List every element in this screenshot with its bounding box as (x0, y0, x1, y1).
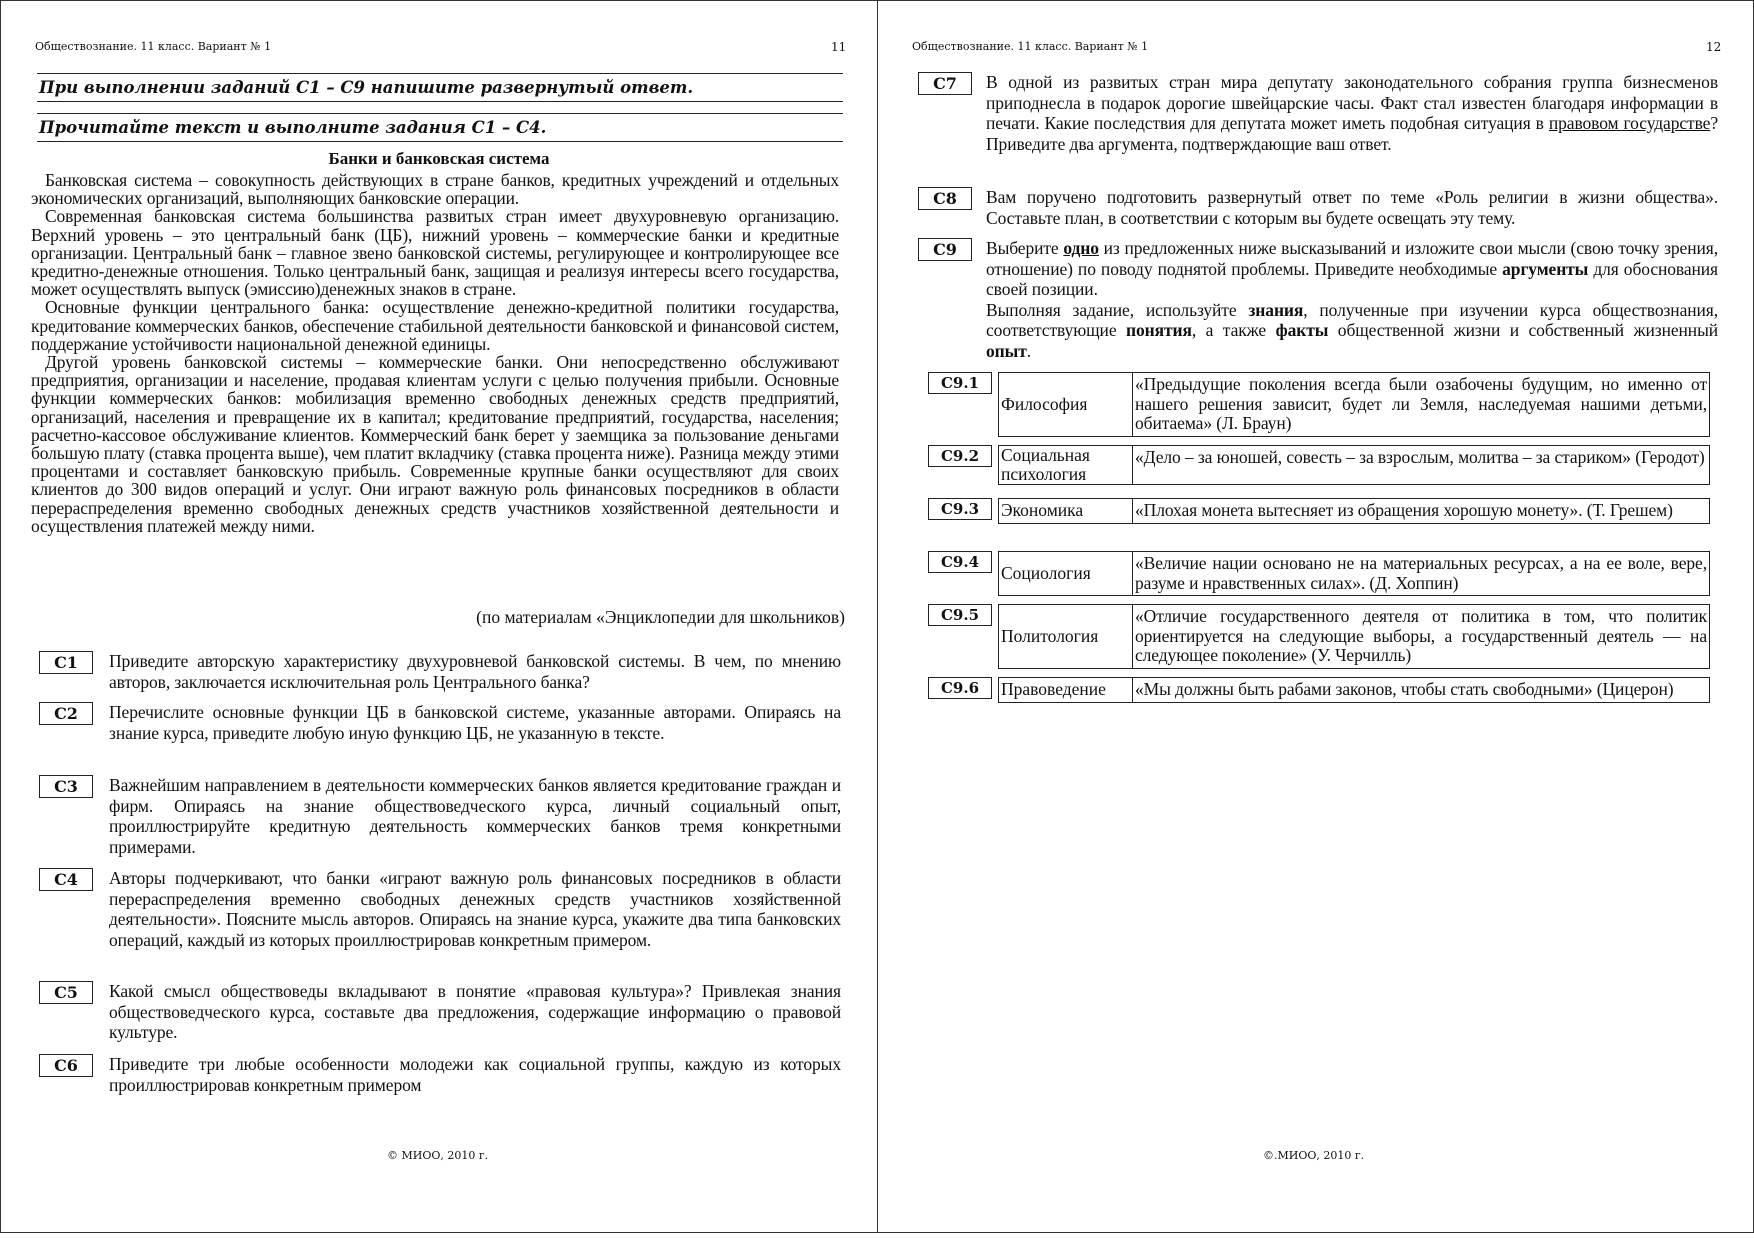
text-source: (по материалам «Энциклопедии для школьников) (476, 607, 845, 627)
c9-guidance: Выполняя задание, используйте знания, полученные при изучении курса обществознания, соответствующие понятия, а также факты общественной жизни и собственный жизненный опыт. (986, 299, 1718, 361)
task-c6 (39, 1054, 841, 1095)
c9-quote: «Величие нации основано не на материальных ресурсах, а на ее воле, вере, разуме и нравственных силах». (Д. Хоппин) (1135, 553, 1707, 593)
task-c4 (39, 868, 841, 950)
c9-topic: Правоведение (999, 678, 1133, 702)
page-footer: ©.МИОО, 2010 г. (1263, 1149, 1365, 1162)
c9-option-row (928, 677, 1716, 703)
page-header: Обществознание. 11 класс. Вариант № 1 (35, 40, 272, 53)
task-label: С4 (39, 868, 93, 891)
task-text: Авторы подчеркивают, что банки «играют важную роль финансовых посредников в области перераспределения временно свободных денежных средств участников хозяйственной деятельности». Поясните мысль авторов. Опираясь на знание курса, укажите два типа банковских операций, каждый из которых проиллюстрировав конкретным примером. (109, 868, 841, 950)
task-label: С7 (918, 72, 972, 95)
task-label: С1 (39, 651, 93, 674)
task-text: В одной из развитых стран мира депутату законодательного собрания группа бизнесменов приподнесла в подарок дорогие швейцарские часы. Факт стал известен благодаря информации в печати. Какие последствия для депутата может иметь подобная ситуация в правовом государстве? Приведите два аргумента, подтверждающие ваш ответ. (986, 72, 1718, 154)
reading-text (31, 171, 839, 535)
task-text: Приведите три любые особенности молодежи как социальной группы, каждую из которых проиллюстрировав конкретным примером (109, 1054, 841, 1095)
c9-topic: Экономика (999, 499, 1133, 523)
c9-option-cells (998, 604, 1710, 669)
paragraph: Другой уровень банковской системы – коммерческие банки. Они непосредственно обслуживают предприятия, организации и население, продавая клиентам услуги с целью получения прибыли. Основные функции коммерческих банков: мобилизация временно свободных денежных средств предприятий, организаций, населения и превращение их в капитал; кредитование предприятий, государства, населения; расчетно-кассовое обслуживание клиентов. Коммерческий банк берет у заемщика за пользование деньгами большую плату (ставка процента выше), чем платит вкладчику (ставка процента ниже). Разница между этими процентами и составляет банковскую прибыль. Современные крупные банки осуществляют для своих клиентов до 300 видов операций и услуг. Они играют важную роль финансовых посредников в области перераспределения временно свободных денежных средств участников хозяйственной деятельности и осуществления платежей между ними. (31, 352, 839, 536)
text-title: Банки и банковская система (328, 149, 550, 168)
c9-topic: Политология (999, 605, 1133, 668)
task-c2 (39, 702, 841, 743)
paragraph: Основные функции центрального банка: осуществление денежно-кредитной политики государства, кредитование коммерческих банков, обеспечение стабильной деятельности банковской и финансовой систем, поддержание устойчивости национальной денежной единицы. (31, 297, 839, 354)
c9-option-label: С9.2 (928, 445, 992, 467)
instruction-read: Прочитайте текст и выполните задания С1 – С4. (37, 113, 843, 142)
c9-topic: Социальная психология (999, 446, 1133, 484)
c9-quote: «Мы должны быть рабами законов, чтобы стать свободными» (Цицерон) (1135, 679, 1674, 699)
task-text: Вам поручено подготовить развернутый ответ по теме «Роль религии в жизни общества». Составьте план, в соответствии с которым вы будете освещать эту тему. (986, 187, 1718, 228)
c9-option-cells (998, 498, 1710, 524)
task-label: С6 (39, 1054, 93, 1077)
task-label: С5 (39, 981, 93, 1004)
c9-option-label: С9.3 (928, 498, 992, 520)
c9-option-cells (998, 445, 1710, 485)
task-text (986, 238, 1718, 362)
task-label: С8 (918, 187, 972, 210)
task-text: Приведите авторскую характеристику двухуровневой банковской системы. В чем, по мнению авторов, заключается исключительная роль Центрального банка? (109, 651, 841, 692)
c9-quote: «Дело – за юношей, совесть – за взрослым, молитва – за стариком» (Геродот) (1135, 447, 1705, 467)
c9-option-row (928, 604, 1716, 669)
task-label: С9 (918, 238, 972, 261)
task-label: С2 (39, 702, 93, 725)
c9-option-cells (998, 372, 1710, 437)
c9-quote: «Отличие государственного деятеля от политика в том, что политик ориентируется на следующие выборы, а государственный деятель — на следующее поколение» (У. Черчилль) (1135, 606, 1707, 666)
task-text: Важнейшим направлением в деятельности коммерческих банков является кредитование граждан и фирм. Опираясь на знание обществоведческого курса, личный социальный опыт, проиллюстрируйте кредитную деятельность коммерческих банков тремя конкретными примерами. (109, 775, 841, 857)
c9-option-cells (998, 677, 1710, 703)
c9-option-label: С9.4 (928, 551, 992, 573)
c9-option-row (928, 498, 1716, 524)
page-number: 12 (1706, 40, 1722, 54)
task-c1 (39, 651, 841, 692)
task-c9 (918, 238, 1718, 362)
paragraph: Современная банковская система большинства развитых стран имеет двухуровневую организацию. Верхний уровень – это центральный банк (ЦБ), нижний уровень – коммерческие банки и кредитные организации. Центральный банк – главное звено банковской системы, регулирующее и контролирующее все кредитно-денежные отношения. Только центральный банк, защищая и реализуя интересы всего государства, может осуществлять выпуск (эмиссию)денежных знаков в стране. (31, 206, 839, 300)
right-page (877, 0, 1754, 1233)
c9-option-cells (998, 551, 1710, 596)
c9-quote: «Предыдущие поколения всегда были озабочены будущим, но именно от нашего решения зависит, будет ли Земля, наследуемая нашими детьми, обитаема» (Л. Браун) (1135, 374, 1707, 434)
task-c8 (918, 187, 1718, 228)
c9-topic: Социология (999, 552, 1133, 595)
c9-option-label: С9.6 (928, 677, 992, 699)
page-header: Обществознание. 11 класс. Вариант № 1 (912, 40, 1149, 53)
left-page (0, 0, 878, 1233)
page-number: 11 (831, 40, 847, 54)
c9-option-row (928, 445, 1716, 485)
c9-instruction: Выберите одно из предложенных ниже высказываний и изложите свои мысли (свою точку зрения, отношение) по поводу поднятой проблемы. Приведите необходимые аргументы для обоснования своей позиции. (986, 238, 1718, 300)
c9-option-row (928, 372, 1716, 437)
c9-topic: Философия (999, 373, 1133, 436)
task-c3 (39, 775, 841, 857)
task-c5 (39, 981, 841, 1043)
paragraph: Банковская система – совокупность действующих в стране банков, кредитных учреждений и отдельных экономических организаций, выполняющих банковские операции. (31, 170, 839, 209)
c9-option-label: С9.1 (928, 372, 992, 394)
instruction-answer: При выполнении заданий С1 – С9 напишите развернутый ответ. (37, 73, 843, 102)
underlined-term: правовом государстве (1548, 113, 1711, 134)
c9-option-row (928, 551, 1716, 596)
task-text: Перечислите основные функции ЦБ в банковской системе, указанные авторами. Опираясь на знание курса, приведите любую иную функцию ЦБ, не указанную в тексте. (109, 702, 841, 743)
c9-option-label: С9.5 (928, 604, 992, 626)
page-footer: © МИОО, 2010 г. (387, 1149, 489, 1162)
task-label: С3 (39, 775, 93, 798)
task-c7 (918, 72, 1718, 154)
task-text: Какой смысл обществоведы вкладывают в понятие «правовая культура»? Привлекая знания обществоведческого курса, составьте два предложения, содержащие информацию о правовой культуре. (109, 981, 841, 1043)
c9-quote: «Плохая монета вытесняет из обращения хорошую монету». (Т. Грешем) (1135, 500, 1673, 520)
